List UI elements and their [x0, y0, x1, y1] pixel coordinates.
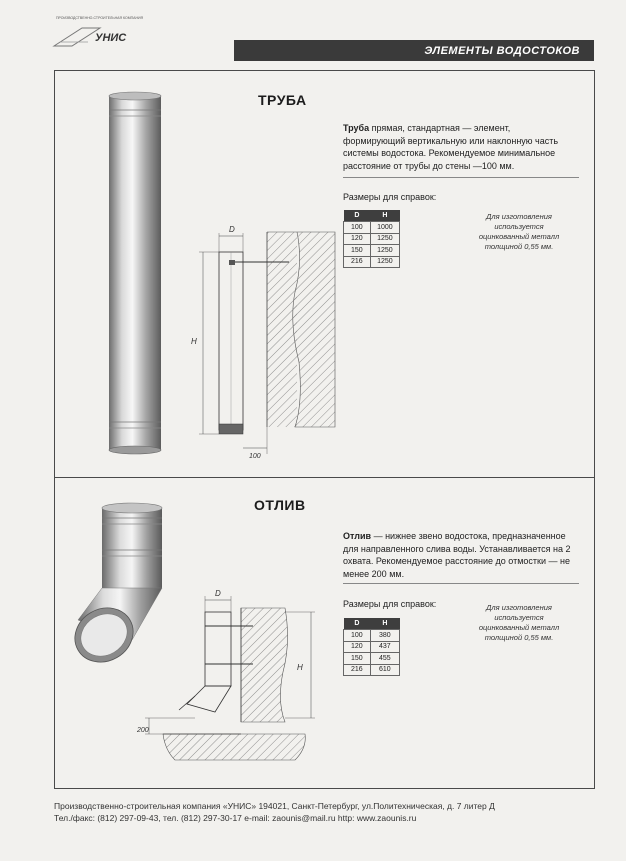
logo-tagline: ПРОИЗВОДСТВЕННО-СТРОИТЕЛЬНАЯ КОМПАНИЯ [56, 16, 144, 20]
table-header-d: D [344, 210, 371, 222]
section-divider [54, 477, 595, 478]
table-cell: 150 [344, 245, 371, 257]
table-cell: 455 [370, 653, 399, 665]
table-row [344, 630, 400, 642]
section-header-band [234, 40, 594, 61]
page-footer [54, 800, 495, 824]
drawing-label-d: D [229, 225, 235, 234]
table-cell: 1000 [370, 222, 399, 234]
table-header-d: D [344, 618, 371, 630]
section-title-pipe: ТРУБА [258, 92, 307, 108]
drawing-label-d: D [215, 589, 221, 598]
table-cell: 1250 [370, 233, 399, 245]
table-header-h: H [370, 210, 399, 222]
outlet-description-text: — нижнее звено водостока, предназначенное для направленного слива воды. Устанавливается на 2 охвата. Рекомендуемое расстояние до отмостки — не менее 200 мм. [343, 531, 571, 579]
drawing-label-dim: 200 [137, 727, 149, 734]
outlet-description [343, 530, 575, 580]
footer-address: Производственно-строительная компания «УНИС» 194021, Санкт-Петербург, ул.Политехническая, д. 7 литер Д [54, 801, 495, 811]
table-row [344, 256, 400, 268]
outlet-description-term: Отлив [343, 531, 372, 541]
table-cell: 150 [344, 653, 371, 665]
pipe-material-note: Для изготовления используется оцинкованный металл толщиной 0,55 мм. [478, 212, 560, 251]
table-header-h: H [370, 618, 399, 630]
pipe-sizes-table [343, 210, 400, 268]
pipe-description-term: Труба [343, 123, 370, 133]
pipe-photo-icon [105, 90, 165, 460]
table-cell: 437 [370, 641, 399, 653]
outlet-sizes-table [343, 618, 400, 676]
pipe-sizes-label: Размеры для справок: [343, 192, 437, 202]
table-row [344, 653, 400, 665]
pipe-description [343, 122, 573, 172]
table-cell: 380 [370, 630, 399, 642]
table-cell: 216 [344, 664, 371, 676]
pipe-description-text: прямая, стандартная — элемент, формирующий вертикальную или наклонную часть системы водостока. Рекомендуемое минимальное расстояние от трубы до стены —100 мм. [343, 123, 559, 171]
table-row [344, 222, 400, 234]
table-cell: 1250 [370, 245, 399, 257]
table-cell: 1250 [370, 256, 399, 268]
drawing-label-dim: 100 [249, 453, 261, 460]
pipe-drawing [185, 222, 335, 462]
table-cell: 120 [344, 641, 371, 653]
outlet-drawing [135, 589, 325, 772]
header-title: ЭЛЕМЕНТЫ ВОДОСТОКОВ [424, 44, 580, 57]
logo-name: УНИС [95, 32, 127, 44]
table-row [344, 233, 400, 245]
table-row [344, 245, 400, 257]
pipe-rule [343, 177, 579, 178]
drawing-label-h: H [191, 337, 197, 346]
section-title-outlet: ОТЛИВ [254, 497, 306, 513]
table-cell: 100 [344, 630, 371, 642]
table-cell: 120 [344, 233, 371, 245]
table-row [344, 641, 400, 653]
table-cell: 610 [370, 664, 399, 676]
table-cell: 216 [344, 256, 371, 268]
table-row [344, 664, 400, 676]
drawing-label-h: H [297, 663, 303, 672]
table-cell: 100 [344, 222, 371, 234]
outlet-material-note: Для изготовления используется оцинкованный металл толщиной 0,55 мм. [478, 603, 560, 642]
footer-contacts: Тел./факс: (812) 297-09-43, тел. (812) 297-30-17 e-mail: zaounis@mail.ru http: www.zaounis.ru [54, 813, 417, 823]
outlet-rule [343, 583, 579, 584]
outlet-sizes-label: Размеры для справок: [343, 599, 437, 609]
